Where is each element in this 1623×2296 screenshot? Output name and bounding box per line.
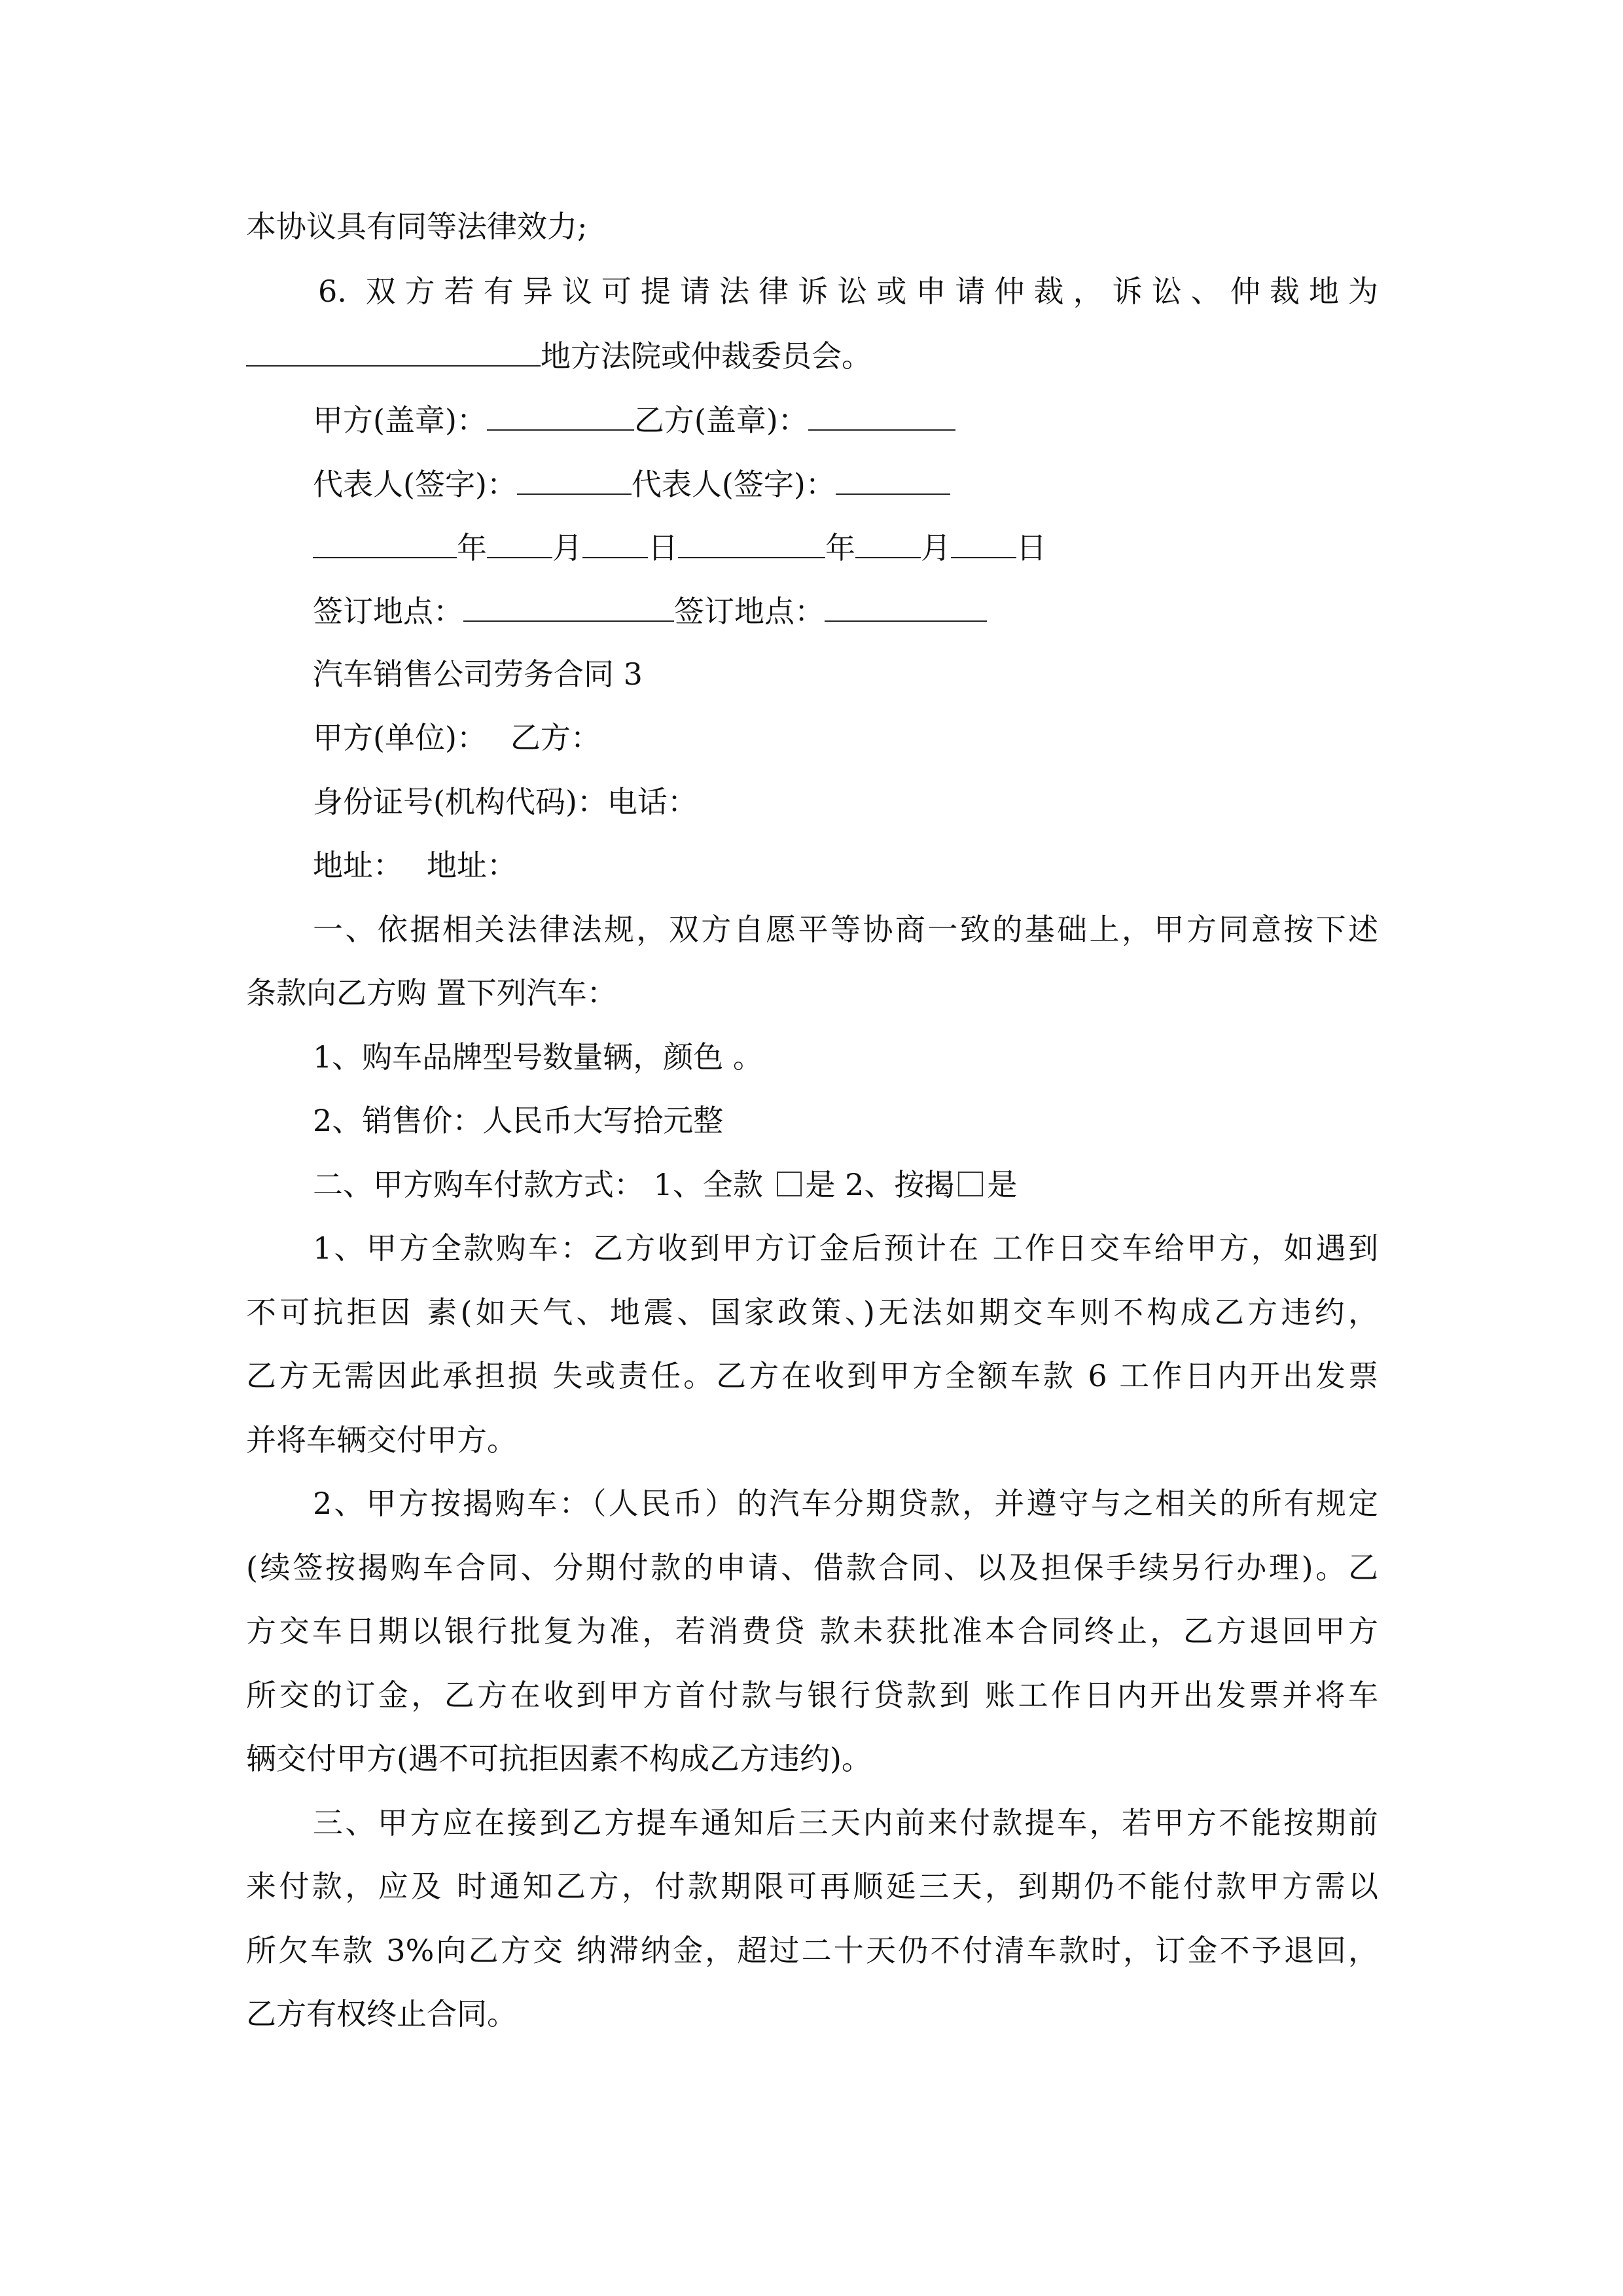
payment-option-text: 是 2、按揭 — [805, 1167, 955, 1202]
mortgage-text-e: 辆交付甲方(遇不可抗拒因素不构成乙方违约)。 — [246, 1741, 872, 1776]
clause-1-line-2 — [246, 973, 617, 1013]
clause-3-line-1 — [313, 1803, 1378, 1842]
party-a-place-field[interactable] — [463, 590, 674, 622]
mortgage-text-a: 2、甲方按揭购车：（人民币）的汽车分期贷款，并遵守与之相关的所有规定 — [313, 1486, 1378, 1521]
address-line — [313, 846, 517, 885]
party-b-place-label: 签订地点： — [674, 594, 825, 629]
party-b-rep-label: 代表人(签字)： — [631, 467, 836, 502]
party-a-place-label: 签订地点： — [313, 594, 463, 629]
clause-1-text-b: 条款向乙方购 置下列汽车： — [246, 975, 617, 1011]
party-b-rep-field[interactable] — [836, 463, 950, 495]
clause-3-line-4 — [246, 1994, 517, 2034]
party-a-rep-field[interactable] — [517, 463, 632, 495]
year-label: 年 — [457, 530, 487, 565]
venue-suffix-text: 地方法院或仲裁委员会。 — [541, 338, 872, 374]
id-phone-line — [313, 782, 698, 821]
full-payment-line-1 — [313, 1229, 1378, 1268]
clause-3-text-d: 乙方有权终止合同。 — [246, 1996, 517, 2032]
party-a-year-field[interactable] — [313, 527, 457, 558]
party-a-seal-field[interactable] — [487, 399, 634, 431]
party-a-month-field[interactable] — [487, 527, 552, 558]
mortgage-yes-text: 是 — [987, 1167, 1018, 1202]
signature-line-seal — [313, 399, 955, 440]
party-b-place-field[interactable] — [825, 590, 987, 622]
item-2-line — [313, 1101, 723, 1140]
party-b-seal-field[interactable] — [808, 399, 955, 431]
item-1-line — [313, 1037, 763, 1077]
payment-method-line — [313, 1165, 1017, 1204]
party-b-address-label: 地址： — [427, 848, 517, 883]
full-payment-text-c: 乙方无需因此承担损 失或责任。乙方在收到甲方全额车款 6 工作日内开出发票 — [246, 1358, 1378, 1393]
mortgage-text-c: 方交车日期以银行批复为准，若消费贷 款未获批准本合同终止，乙方退回甲方 — [246, 1613, 1378, 1649]
month-label: 月 — [552, 530, 582, 565]
full-payment-text-b: 不可抗拒因 素(如天气、地震、国家政策、)无法如期交车则不构成乙方违约， — [246, 1295, 1378, 1330]
dispute-clause-text: 6. 双方若有异议可提请法律诉讼或申请仲裁，诉讼、仲裁地为 — [318, 274, 1378, 309]
clause-3-text-c: 所欠车款 3%向乙方交 纳滞纳金，超过二十天仍不付清车款时，订金不予退回， — [246, 1933, 1378, 1968]
mortgage-checkbox[interactable] — [958, 1172, 983, 1196]
party-a-unit-label: 甲方(单位)： — [313, 720, 487, 755]
contract-title-text: 汽车销售公司劳务合同 3 — [313, 656, 643, 692]
full-payment-line-3 — [246, 1356, 1378, 1395]
mortgage-line-3 — [246, 1611, 1378, 1651]
clause-3-line-3 — [246, 1931, 1378, 1970]
text-line-2 — [318, 272, 1378, 311]
mortgage-line-5 — [246, 1739, 872, 1778]
mortgage-line-1 — [313, 1484, 1378, 1523]
party-b-year-field[interactable] — [678, 527, 825, 558]
signature-line-representative — [313, 463, 950, 504]
full-payment-text-d: 并将车辆交付甲方。 — [246, 1422, 517, 1458]
party-b-day-field[interactable] — [951, 527, 1016, 558]
id-phone-text: 身份证号(机构代码)：电话： — [313, 784, 698, 819]
party-a-address-label: 地址： — [313, 848, 403, 883]
mortgage-line-4 — [246, 1676, 1378, 1715]
mortgage-line-2 — [246, 1548, 1378, 1587]
blank-field-venue[interactable] — [246, 335, 541, 367]
party-b-month-field[interactable] — [855, 527, 921, 558]
party-b-seal-label: 乙方(盖章)： — [633, 403, 808, 438]
party-a-day-field[interactable] — [582, 527, 648, 558]
signature-line-place — [313, 590, 987, 631]
item-1-text: 1、购车品牌型号数量辆，颜色 。 — [313, 1039, 763, 1075]
clause-3-line-2 — [246, 1867, 1378, 1906]
month-label-b: 月 — [921, 530, 951, 565]
contract-title — [313, 655, 643, 694]
clause-3-text-a: 三、甲方应在接到乙方提车通知后三天内前来付款提车，若甲方不能按期前 — [313, 1805, 1378, 1840]
full-payment-text-a: 1、甲方全款购车：乙方收到甲方订金后预计在 工作日交车给甲方，如遇到 — [313, 1230, 1378, 1266]
agreement-effect-text: 本协议具有同等法律效力; — [246, 209, 588, 244]
full-payment-line-4 — [246, 1420, 517, 1460]
payment-method-text: 二、甲方购车付款方式： 1、全款 — [313, 1167, 773, 1202]
parties-line — [313, 718, 601, 757]
year-label-b: 年 — [825, 530, 855, 565]
full-payment-checkbox[interactable] — [777, 1172, 802, 1196]
text-line-3 — [246, 335, 872, 376]
item-2-text: 2、销售价：人民币大写拾元整 — [313, 1103, 724, 1138]
party-a-seal-label: 甲方(盖章)： — [313, 403, 487, 438]
text-line-1 — [246, 207, 588, 246]
party-a-rep-label: 代表人(签字)： — [313, 467, 517, 502]
full-payment-line-2 — [246, 1293, 1378, 1332]
day-label: 日 — [648, 530, 678, 565]
mortgage-text-d: 所交的订金，乙方在收到甲方首付款与银行贷款到 账工作日内开出发票并将车 — [246, 1677, 1378, 1713]
clause-1-text-a: 一、依据相关法律法规，双方自愿平等协商一致的基础上，甲方同意按下述 — [313, 912, 1378, 947]
day-label-b: 日 — [1016, 530, 1046, 565]
mortgage-text-b: (续签按揭购车合同、分期付款的申请、借款合同、以及担保手续另行办理)。乙 — [246, 1550, 1378, 1585]
party-b-label: 乙方： — [510, 720, 601, 755]
clause-3-text-b: 来付款，应及 时通知乙方，付款期限可再顺延三天，到期仍不能付款甲方需以 — [246, 1869, 1378, 1904]
clause-1-line-1 — [313, 910, 1378, 949]
signature-line-date — [313, 527, 1046, 567]
